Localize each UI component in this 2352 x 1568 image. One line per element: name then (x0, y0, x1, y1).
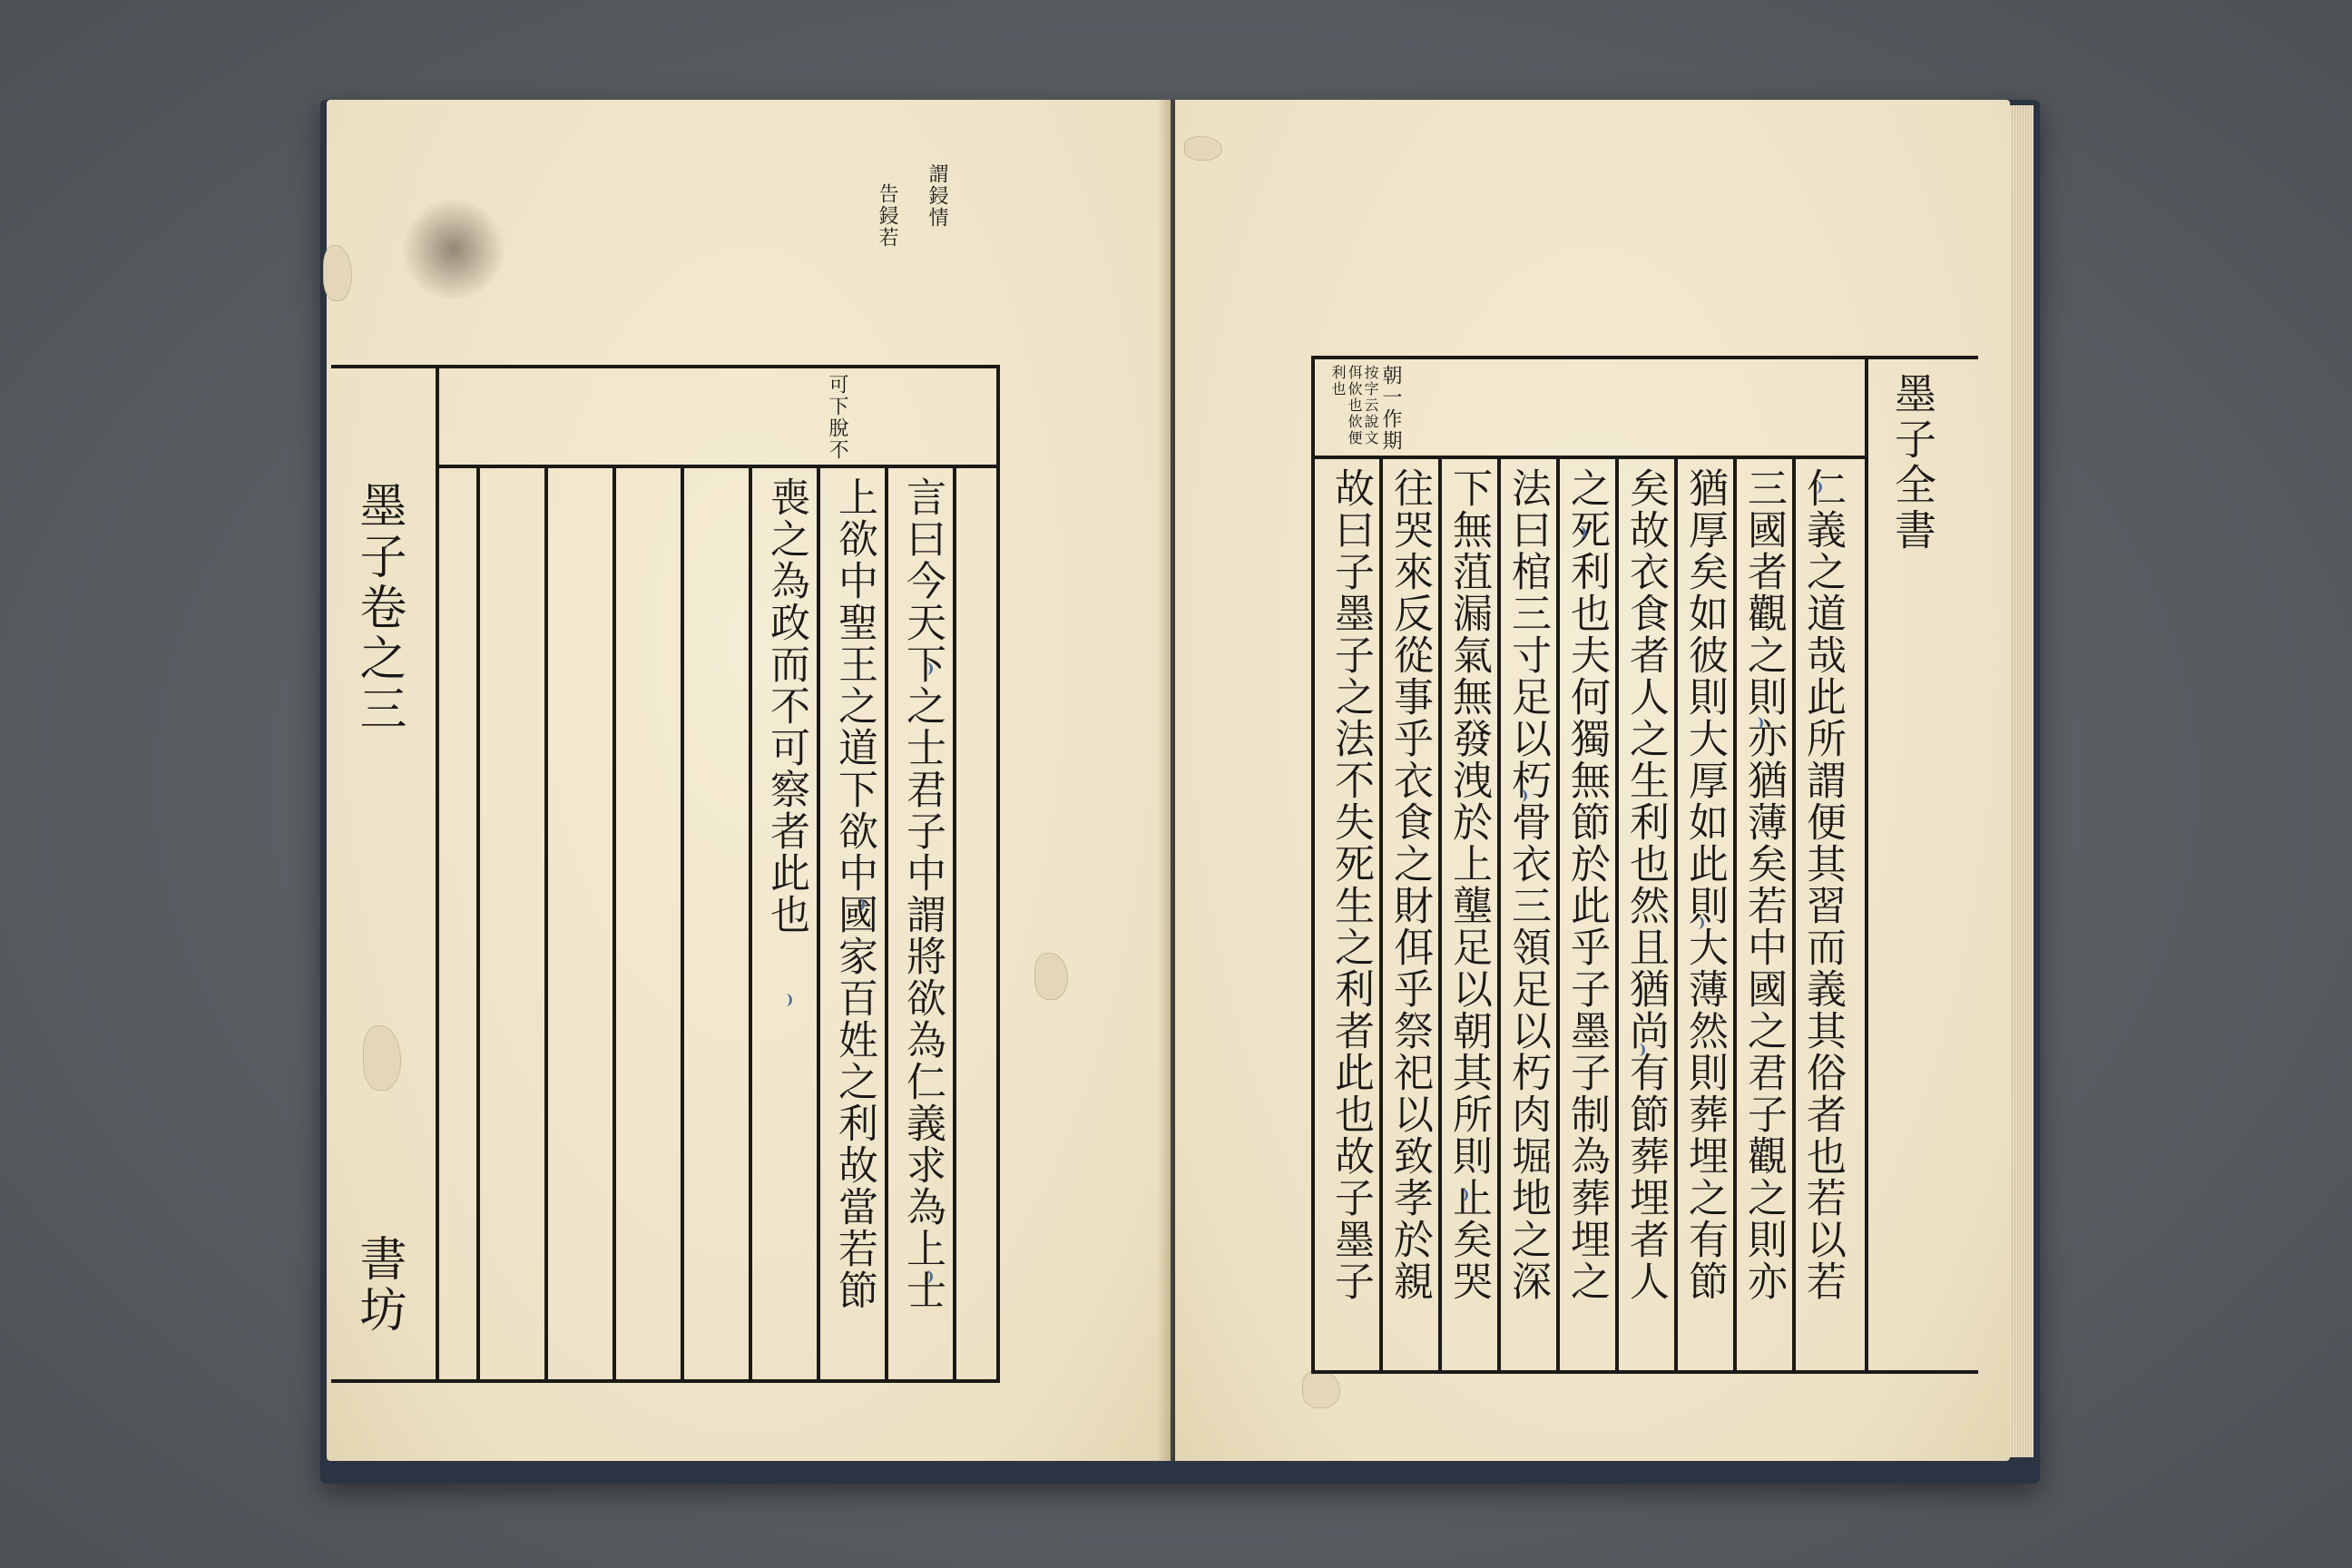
worm-hole (1302, 1370, 1340, 1408)
text-column: 故曰子墨子之法不失死生之利者此也故子墨子 (1328, 467, 1374, 1302)
text-column: 上欲中聖王之道下欲中國家百姓之利故當若節 (831, 476, 877, 1311)
frame-bottom (331, 1379, 998, 1383)
column-rule (953, 465, 956, 1383)
fold-rule (436, 365, 439, 1383)
right-page (1175, 100, 2010, 1461)
column-rule (1497, 456, 1501, 1374)
frame-top (331, 365, 998, 368)
frame-bottom (1311, 1370, 1978, 1374)
text-column: 下無菹漏氣無發洩於上壟足以朝其所則止矣哭 (1446, 467, 1492, 1302)
text-column: 法曰棺三寸足以朽骨衣三領足以朽肉堀地之深 (1504, 467, 1551, 1302)
worm-hole (363, 1025, 401, 1091)
column-rule (1379, 456, 1383, 1374)
column-rule (749, 465, 752, 1383)
text-column: 矣故衣食者人之生利也然且猶尚有節葬埋者人 (1622, 467, 1669, 1302)
text-column: 三國者觀之則亦猶薄矣若中國之君子觀之則亦 (1740, 467, 1787, 1302)
column-rule (1438, 456, 1442, 1374)
margin-note: 告鋟若 (876, 183, 898, 249)
column-rule (1733, 456, 1737, 1374)
left-page (327, 100, 1171, 1461)
column-rule (476, 465, 480, 1383)
worm-hole (1184, 136, 1222, 161)
fold-publisher: 書坊 (351, 1234, 406, 1336)
text-column: 猶厚矣如彼則大厚如此則大薄然則葬埋之有節 (1681, 467, 1728, 1302)
column-rule (817, 465, 820, 1383)
fold-rule (1865, 356, 1868, 1374)
column-rule (1615, 456, 1619, 1374)
margin-note: 謂鋟情 (926, 163, 948, 229)
open-book (313, 89, 2037, 1486)
text-column: 往哭來反從事乎衣食之財佴乎祭祀以致孝於親 (1387, 467, 1433, 1302)
worm-hole (323, 245, 352, 301)
text-column: 喪之為政而不可察者此也 (763, 476, 809, 936)
header-band-line (436, 465, 998, 468)
column-rule (1674, 456, 1678, 1374)
column-rule (1556, 456, 1560, 1374)
column-rule (681, 465, 684, 1383)
page-edges (2010, 105, 2034, 1457)
header-note: 朝一作期 (1379, 365, 1402, 452)
ink-stain (399, 200, 508, 299)
frame-right (996, 365, 1000, 1383)
frame-top (1311, 356, 1978, 359)
text-column: 之死利也夫何獨無節於此乎子墨子制為葬埋之 (1563, 467, 1610, 1302)
header-band-line (1311, 456, 1865, 459)
punctuation-mark (780, 994, 792, 1006)
header-note: 按字云說文佴佽也佽便利也 (1329, 365, 1379, 446)
frame-left (1311, 356, 1315, 1374)
column-rule (1792, 456, 1796, 1374)
column-rule (885, 465, 888, 1383)
text-column: 仁義之道哉此所謂便其習而義其俗者也若以若 (1799, 467, 1846, 1302)
column-rule (612, 465, 616, 1383)
header-note: 可下脫不 (826, 374, 848, 461)
fold-title: 墨子全書 (1888, 372, 1937, 554)
column-rule (544, 465, 548, 1383)
fold-title: 墨子卷之三 (351, 481, 406, 735)
worm-hole (1034, 953, 1068, 1000)
text-column: 言曰今天下之士君子中謂將欲為仁義求為上士 (899, 476, 946, 1311)
